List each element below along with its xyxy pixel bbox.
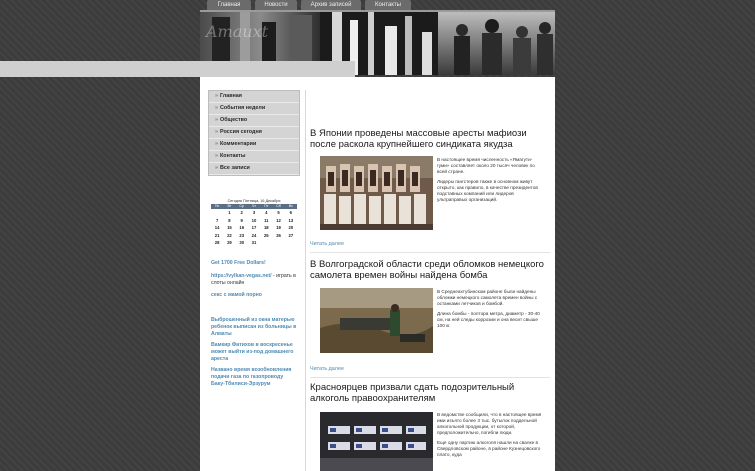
post-paragraph: В настоящее время численность «Ямагути-гуми» составляет около 20 тысяч человек по всей стране. xyxy=(437,157,535,174)
sidebar-news-item[interactable] xyxy=(211,367,297,388)
post-paragraph: Длина бомбы - полтора метра, диаметр - 30-40 см, на ней следы коррозии и она весит свыше 100 кг. xyxy=(437,311,540,328)
calendar-day[interactable]: 21 xyxy=(214,232,220,238)
arrow-icon: » xyxy=(215,141,218,147)
calendar-day[interactable]: 25 xyxy=(263,232,269,238)
calendar-day[interactable]: 16 xyxy=(239,225,245,230)
sidebar-news-item[interactable] xyxy=(211,342,297,363)
ad-link-text[interactable]: Get 1700 Free Dollars! xyxy=(211,260,266,266)
calendar-caption: Сегодня Пятница, 16 Декабря xyxy=(227,199,281,203)
sidebar-item-label: Комментарии xyxy=(220,141,257,147)
post-title[interactable]: Красноярцев призвали сдать подозрительный алкоголь правоохранителям xyxy=(310,382,515,404)
calendar-day xyxy=(211,209,223,217)
arrow-icon: » xyxy=(215,129,218,135)
ad-slots xyxy=(211,273,297,287)
sidebar-item-label: Общество xyxy=(220,117,248,123)
calendar-days xyxy=(211,209,297,247)
arrow-icon: » xyxy=(215,93,218,99)
sidebar-menu xyxy=(208,90,300,176)
sidebar-item-label: Все записи xyxy=(220,165,250,171)
calendar-day[interactable]: 6 xyxy=(289,210,293,215)
calendar-day[interactable]: 29 xyxy=(227,240,232,245)
sidebar-news-link[interactable]: Вамкир Фатихов в воскресенье может выйти из-под домашнего ареста xyxy=(211,342,294,362)
sidebar-news-link[interactable]: Названо время возобновления подачи газа по газопроводу Баку-Тбилиси-Эрзурум xyxy=(211,367,292,387)
alcohol-photo xyxy=(320,412,433,471)
calendar-day[interactable]: 12 xyxy=(276,217,281,223)
nav-news[interactable]: Новости xyxy=(255,0,297,10)
arrow-icon: » xyxy=(215,117,218,123)
post-image[interactable] xyxy=(320,288,433,353)
post-paragraph: Лидеры гангстеров также в основном живут открыто, как правило, в качестве президентов подставных компаний или лидеров ультраправых организаций. xyxy=(437,179,538,202)
weekday: Вт xyxy=(227,204,232,208)
post-title[interactable]: В Волгоградской области среди обломков немецкого самолета времен войны найдена бомба xyxy=(310,259,544,281)
sidebar-item-society[interactable] xyxy=(209,115,299,127)
sidebar-item-label: События недели xyxy=(220,105,266,111)
weekday: Чт xyxy=(251,204,257,208)
sidebar-news-link[interactable]: Выброшенный из окна матерью ребенок выписан из больницы в Алматы xyxy=(211,317,297,337)
calendar-day[interactable]: 24 xyxy=(251,232,257,238)
read-more-link[interactable]: Читать далее xyxy=(310,366,344,372)
calendar-day xyxy=(272,239,284,247)
weekday: Сб xyxy=(276,204,281,208)
calendar-day[interactable]: 26 xyxy=(276,232,281,238)
sidebar-item-comments[interactable] xyxy=(209,139,299,151)
calendar-day[interactable]: 22 xyxy=(227,232,232,238)
post-excerpt xyxy=(437,157,543,207)
arrow-icon: » xyxy=(215,153,218,159)
yakuza-photo xyxy=(320,156,433,230)
post-excerpt xyxy=(437,289,543,333)
sidebar-item-contacts[interactable] xyxy=(209,151,299,163)
nav-contacts[interactable]: Контакты xyxy=(365,0,411,10)
weekday: Ср xyxy=(239,204,244,208)
calendar-day xyxy=(260,239,272,247)
calendar-day xyxy=(285,239,297,247)
weekday: Пт xyxy=(264,204,269,208)
calendar-day[interactable]: 17 xyxy=(251,225,257,230)
sidebar-item-russia-today[interactable] xyxy=(209,127,299,139)
calendar-day[interactable]: 8 xyxy=(228,217,231,223)
ad-link-text[interactable]: секс с мамой порно xyxy=(211,292,262,298)
sidebar-item-label: Главная xyxy=(220,93,242,99)
sidebar-news-item[interactable] xyxy=(211,317,297,338)
calendar-day[interactable]: 28 xyxy=(214,240,220,245)
calendar-day[interactable]: 23 xyxy=(239,232,245,238)
ad-slots-text: - играть в слоты онлайн xyxy=(211,273,296,286)
calendar-day[interactable]: 9 xyxy=(240,217,243,223)
ad-slots-link[interactable]: https://vylkan-vegas.net/ xyxy=(211,273,272,279)
arrow-icon: » xyxy=(215,105,218,111)
calendar-day[interactable]: 30 xyxy=(239,240,245,245)
weekday: Пн xyxy=(214,204,220,208)
weekday: Вс xyxy=(288,204,293,208)
banner-watermark: Amauxt xyxy=(206,22,269,41)
sidebar-item-week-events[interactable] xyxy=(209,103,299,115)
calendar-day[interactable]: 1 xyxy=(228,210,231,215)
calendar-day[interactable]: 2 xyxy=(240,210,243,215)
read-more-link[interactable]: Читать далее xyxy=(310,241,344,247)
banner-strip xyxy=(0,61,355,77)
post-separator xyxy=(310,377,550,378)
post-paragraph: Еще одну партию алкоголя нашли на свалке в Свердловском районе, в районе Кузнецовского плато, куда xyxy=(437,440,541,457)
sidebar-item-home[interactable] xyxy=(209,91,299,103)
post-excerpt xyxy=(437,412,543,462)
post-title[interactable]: В Японии проведены массовые аресты мафиози после раскола крупнейшего синдиката якудза xyxy=(310,128,527,150)
sidebar-item-label: Контакты xyxy=(220,153,246,159)
post-paragraph: В Среднеахтубинском районе были найдены обломки немецкого самолета времен войны с останками летчиков и бомбой. xyxy=(437,289,538,306)
post-separator xyxy=(310,252,550,253)
sidebar xyxy=(208,90,300,176)
calendar-day[interactable]: 27 xyxy=(288,232,294,238)
nav-home[interactable]: Главная xyxy=(207,0,251,10)
calendar-day[interactable]: 3 xyxy=(252,210,256,215)
plane-wreck-photo xyxy=(320,288,433,353)
post-paragraph: В ведомстве сообщили, что в настоящее время ими изъято более 3 тыс. бутылок поддельной алкогольной продукции, от которой, предположительно, погибли люди. xyxy=(437,412,542,435)
ad-link-3[interactable] xyxy=(211,292,297,299)
calendar-day[interactable]: 18 xyxy=(263,225,269,230)
nav-archive[interactable]: Архив записей xyxy=(301,0,361,10)
calendar-day[interactable]: 7 xyxy=(215,217,219,223)
calendar-day[interactable]: 4 xyxy=(265,210,268,215)
calendar xyxy=(211,199,297,247)
calendar-day[interactable]: 14 xyxy=(214,225,220,230)
calendar-day[interactable]: 5 xyxy=(277,210,280,215)
calendar-day[interactable]: 11 xyxy=(264,217,269,223)
calendar-day[interactable]: 20 xyxy=(288,225,294,230)
post-image[interactable] xyxy=(320,156,433,230)
calendar-day[interactable]: 19 xyxy=(276,225,281,230)
ad-link-dollars[interactable] xyxy=(211,260,297,267)
calendar-day[interactable]: 10 xyxy=(251,217,257,223)
column-divider xyxy=(305,90,306,471)
calendar-day[interactable]: 13 xyxy=(288,217,294,223)
arrow-icon: » xyxy=(215,165,218,171)
post-image[interactable] xyxy=(320,412,433,471)
calendar-day[interactable]: 15 xyxy=(227,225,232,230)
sidebar-item-all-posts[interactable] xyxy=(209,163,299,175)
calendar-day[interactable]: 31 xyxy=(251,240,257,245)
sidebar-item-label: Россия сегодня xyxy=(220,129,262,135)
